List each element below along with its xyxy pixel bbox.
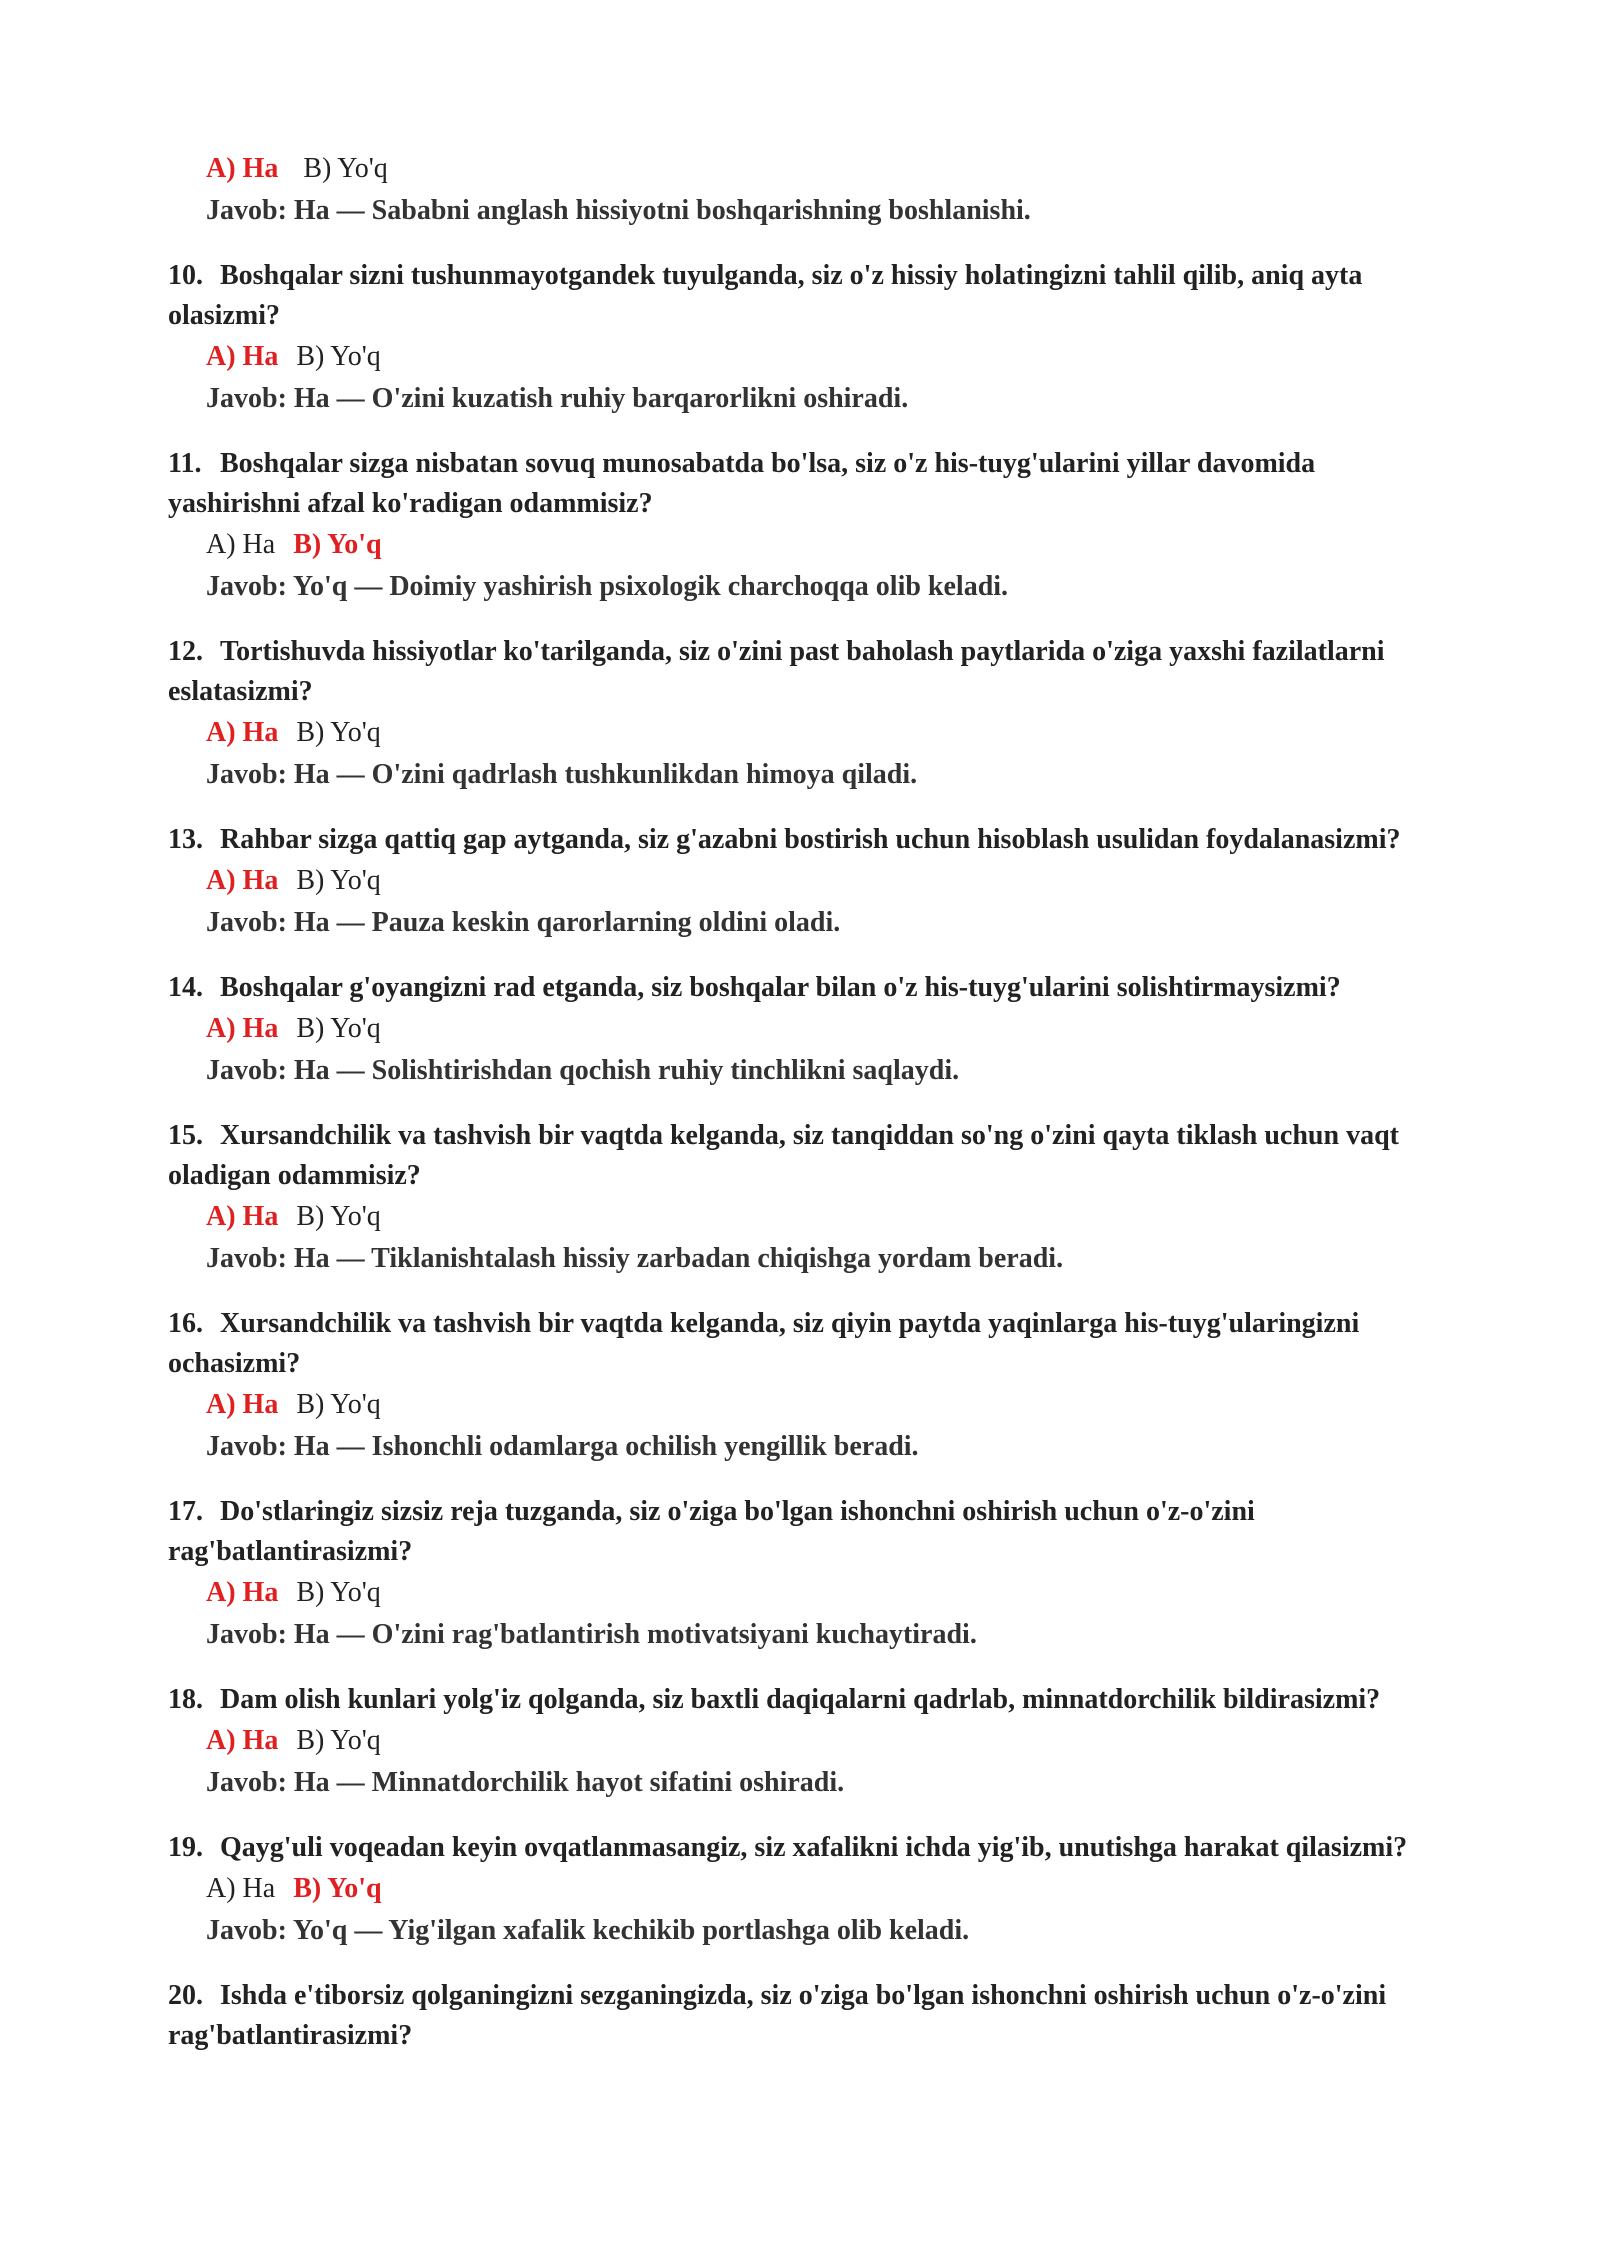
option-a: A) Ha bbox=[206, 1577, 279, 1608]
answer-options bbox=[206, 1008, 1448, 1050]
question-body: Dam olish kunlari yolg'iz qolganda, siz baxtli daqiqalarni qadrlab, minnatdorchilik bildirasizmi? bbox=[220, 1684, 1381, 1715]
question-text bbox=[168, 1116, 1448, 1196]
answer-text: Javob: Ha — Pauza keskin qarorlarning oldini oladi. bbox=[206, 907, 841, 938]
answer-text: Javob: Ha — Tiklanishtalash hissiy zarbadan chiqishga yordam beradi. bbox=[206, 1243, 1064, 1274]
answer-options bbox=[206, 860, 1448, 902]
option-b: B) Yo'q bbox=[296, 1013, 381, 1044]
question-body: Do'stlaringiz sizsiz reja tuzganda, siz o'ziga bo'lgan ishonchni oshirish uchun o'z-o'zini rag'batlantirasizmi? bbox=[168, 1496, 1255, 1567]
question-body: Tortishuvda hissiyotlar ko'tarilganda, siz o'zini past baholash paytlarida o'ziga yaxshi fazilatlarni eslatasizmi? bbox=[168, 636, 1385, 707]
question-text bbox=[168, 1492, 1448, 1572]
option-b: B) Yo'q bbox=[303, 153, 388, 184]
question-number: 13. bbox=[168, 824, 203, 855]
question-text bbox=[168, 256, 1448, 336]
answer-options bbox=[206, 1572, 1448, 1614]
question-number: 18. bbox=[168, 1684, 203, 1715]
document-page bbox=[168, 148, 1448, 2080]
option-b: B) Yo'q bbox=[296, 717, 381, 748]
answer-text: Javob: Ha — Sababni anglash hissiyotni boshqarishning boshlanishi. bbox=[206, 195, 1031, 226]
question-text bbox=[168, 1828, 1448, 1868]
question-number: 15. bbox=[168, 1120, 203, 1151]
answer-text: Javob: Yo'q — Doimiy yashirish psixologik charchoqqa olib keladi. bbox=[206, 571, 1009, 602]
answer-text: Javob: Ha — Ishonchli odamlarga ochilish yengillik beradi. bbox=[206, 1431, 919, 1462]
question-number: 12. bbox=[168, 636, 203, 667]
question-item bbox=[168, 820, 1448, 944]
option-b: B) Yo'q bbox=[293, 529, 382, 560]
option-a: A) Ha bbox=[206, 1873, 276, 1904]
option-a: A) Ha bbox=[206, 529, 276, 560]
option-a: A) Ha bbox=[206, 1725, 279, 1756]
answer-options bbox=[206, 1720, 1448, 1762]
answer-options bbox=[206, 712, 1448, 754]
answer-options bbox=[206, 1384, 1448, 1426]
question-body: Rahbar sizga qattiq gap aytganda, siz g'azabni bostirish uchun hisoblash usulidan foydalanasizmi? bbox=[220, 824, 1401, 855]
option-a: A) Ha bbox=[206, 1013, 279, 1044]
question-number: 20. bbox=[168, 1980, 203, 2011]
answer-text: Javob: Yo'q — Yig'ilgan xafalik kechikib portlashga olib keladi. bbox=[206, 1915, 970, 1946]
question-body: Boshqalar sizni tushunmayotgandek tuyulganda, siz o'z hissiy holatingizni tahlil qilib, aniq ayta olasizmi? bbox=[168, 260, 1363, 331]
answer-options bbox=[206, 148, 1448, 190]
option-b: B) Yo'q bbox=[296, 1389, 381, 1420]
question-item bbox=[168, 444, 1448, 608]
answer-options bbox=[206, 524, 1448, 566]
question-number: 10. bbox=[168, 260, 203, 291]
question-item bbox=[168, 1304, 1448, 1468]
question-item bbox=[168, 1492, 1448, 1656]
question-number: 16. bbox=[168, 1308, 203, 1339]
question-body: Xursandchilik va tashvish bir vaqtda kelganda, siz qiyin paytda yaqinlarga his-tuyg'ularingizni ochasizmi? bbox=[168, 1308, 1360, 1379]
answer-text: Javob: Ha — Minnatdorchilik hayot sifatini oshiradi. bbox=[206, 1767, 845, 1798]
question-list bbox=[168, 256, 1448, 2056]
question-text bbox=[168, 444, 1448, 524]
question-number: 17. bbox=[168, 1496, 203, 1527]
question-item bbox=[168, 632, 1448, 796]
question-item bbox=[168, 1680, 1448, 1804]
question-body: Xursandchilik va tashvish bir vaqtda kelganda, siz tanqiddan so'ng o'zini qayta tiklash uchun vaqt oladigan odammisiz? bbox=[168, 1120, 1399, 1191]
question-9-tail bbox=[168, 148, 1448, 232]
option-b: B) Yo'q bbox=[296, 1725, 381, 1756]
option-a: A) Ha bbox=[206, 1389, 279, 1420]
answer-text: Javob: Ha — O'zini rag'batlantirish motivatsiyani kuchaytiradi. bbox=[206, 1619, 977, 1650]
answer-options bbox=[206, 1196, 1448, 1238]
question-item bbox=[168, 968, 1448, 1092]
option-b: B) Yo'q bbox=[296, 865, 381, 896]
question-number: 19. bbox=[168, 1832, 203, 1863]
question-number: 14. bbox=[168, 972, 203, 1003]
option-b: B) Yo'q bbox=[296, 341, 381, 372]
option-a: A) Ha bbox=[206, 341, 279, 372]
question-body: Boshqalar sizga nisbatan sovuq munosabatda bo'lsa, siz o'z his-tuyg'ularini yillar davomida yashirishni afzal ko'radigan odammisiz? bbox=[168, 448, 1316, 519]
option-a: A) Ha bbox=[206, 1201, 279, 1232]
question-number: 11. bbox=[168, 448, 202, 479]
question-body: Ishda e'tiborsiz qolganingizni sezganingizda, siz o'ziga bo'lgan ishonchni oshirish uchun o'z-o'zini rag'batlantirasizmi? bbox=[168, 1980, 1387, 2051]
question-text bbox=[168, 968, 1448, 1008]
question-text bbox=[168, 632, 1448, 712]
question-text bbox=[168, 1976, 1448, 2056]
answer-text: Javob: Ha — O'zini kuzatish ruhiy barqarorlikni oshiradi. bbox=[206, 383, 909, 414]
question-text bbox=[168, 1304, 1448, 1384]
answer-options bbox=[206, 336, 1448, 378]
option-a: A) Ha bbox=[206, 865, 279, 896]
option-b: B) Yo'q bbox=[296, 1201, 381, 1232]
question-item bbox=[168, 1976, 1448, 2056]
question-item bbox=[168, 1116, 1448, 1280]
answer-text: Javob: Ha — O'zini qadrlash tushkunlikdan himoya qiladi. bbox=[206, 759, 918, 790]
question-text bbox=[168, 1680, 1448, 1720]
question-item bbox=[168, 1828, 1448, 1952]
question-item bbox=[168, 256, 1448, 420]
answer-options bbox=[206, 1868, 1448, 1910]
option-a: A) Ha bbox=[206, 153, 279, 184]
question-text bbox=[168, 820, 1448, 860]
question-body: Qayg'uli voqeadan keyin ovqatlanmasangiz, siz xafalikni ichda yig'ib, unutishga harakat qilasizmi? bbox=[220, 1832, 1408, 1863]
option-a: A) Ha bbox=[206, 717, 279, 748]
answer-text: Javob: Ha — Solishtirishdan qochish ruhiy tinchlikni saqlaydi. bbox=[206, 1055, 960, 1086]
question-body: Boshqalar g'oyangizni rad etganda, siz boshqalar bilan o'z his-tuyg'ularini solishtirmaysizmi? bbox=[220, 972, 1341, 1003]
option-b: B) Yo'q bbox=[296, 1577, 381, 1608]
option-b: B) Yo'q bbox=[293, 1873, 382, 1904]
